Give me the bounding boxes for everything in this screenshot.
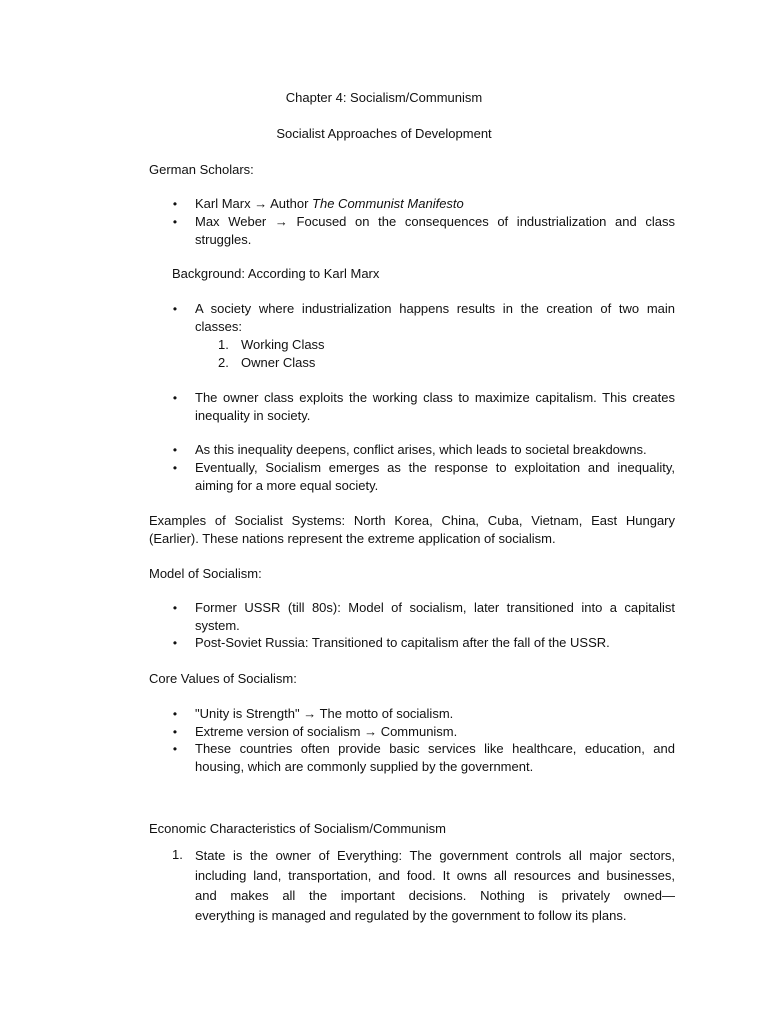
bullet: • (172, 742, 178, 756)
arrow-text: → Author (250, 196, 313, 211)
background-paragraph-4: Eventually, Socialism emerges as the response to exploitation and inequality, aiming for a more equal society. (195, 460, 675, 493)
list-item-former-ussr: Former USSR (till 80s): Model of socialism, later transitioned into a capitalist system. (195, 600, 675, 633)
person-name: Max Weber (195, 214, 267, 229)
list-item-unity: "Unity is Strength" → The motto of socialism. (195, 706, 454, 721)
list-item-post-soviet-russia: Post-Soviet Russia: Transitioned to capitalism after the fall of the USSR. (195, 635, 610, 650)
model-heading: Model of Socialism: (149, 566, 262, 581)
background-paragraph-3: As this inequality deepens, conflict arises, which leads to societal breakdowns. (195, 442, 647, 457)
book-title: The Communist Manifesto (312, 196, 464, 211)
bullet: • (172, 707, 178, 721)
background-paragraph-1: A society where industrialization happens results in the creation of two main classes: (195, 301, 675, 334)
economic-heading: Economic Characteristics of Socialism/Communism (149, 821, 446, 836)
person-name: Karl Marx (195, 196, 251, 211)
list-item-max-weber (195, 213, 675, 249)
core-values-heading: Core Values of Socialism: (149, 671, 297, 686)
class-working: Working Class (241, 337, 325, 352)
bullet: • (172, 391, 178, 405)
list-item-extreme-version: Extreme version of socialism → Communism. (195, 724, 458, 739)
socialism-term: Socialism (265, 460, 322, 475)
list-item-basic-services: These countries often provide basic services like healthcare, education, and housing, which are commonly supplied by the government. (195, 741, 675, 774)
list-number: 1. (218, 337, 229, 352)
list-number: 1. (172, 847, 183, 862)
bullet: • (172, 197, 178, 211)
german-scholars-heading: German Scholars: (149, 162, 254, 177)
bullet: • (172, 443, 178, 457)
class-owner: Owner Class (241, 355, 316, 370)
background-heading: Background: According to Karl Marx (172, 266, 380, 281)
item-text: Focused on the consequences of industrialization and class (296, 214, 675, 229)
examples-label: Examples of Socialist Systems: (149, 513, 346, 528)
list-item-karl-marx (195, 195, 464, 213)
bullet: • (172, 302, 178, 316)
examples-paragraph: Examples of Socialist Systems: North Korea, China, Cuba, Vietnam, East Hungary (Earlier). These nations represent the extreme application of socialism. (149, 513, 675, 546)
list-number: 2. (218, 355, 229, 370)
bullet: • (172, 215, 178, 229)
item-text-cont: struggles. (195, 232, 252, 247)
bullet: • (172, 636, 178, 650)
bullet: • (172, 601, 178, 615)
list-item-state-owner: State is the owner of Everything: The government controls all major sectors, including land, transportation, and food. It owns all resources and businesses, and makes all the important decisions. Nothing is privately owned— everything is managed and regulated by the government to follow its plans. (195, 848, 676, 923)
background-paragraph-2: The owner class exploits the working class to maximize capitalism. This creates inequality in society. (195, 390, 675, 423)
bullet: • (172, 461, 178, 475)
section-title: Socialist Approaches of Development (276, 126, 492, 141)
chapter-title: Chapter 4: Socialism/Communism (285, 90, 483, 105)
arrow-text: → (266, 214, 297, 229)
bullet: • (172, 725, 178, 739)
